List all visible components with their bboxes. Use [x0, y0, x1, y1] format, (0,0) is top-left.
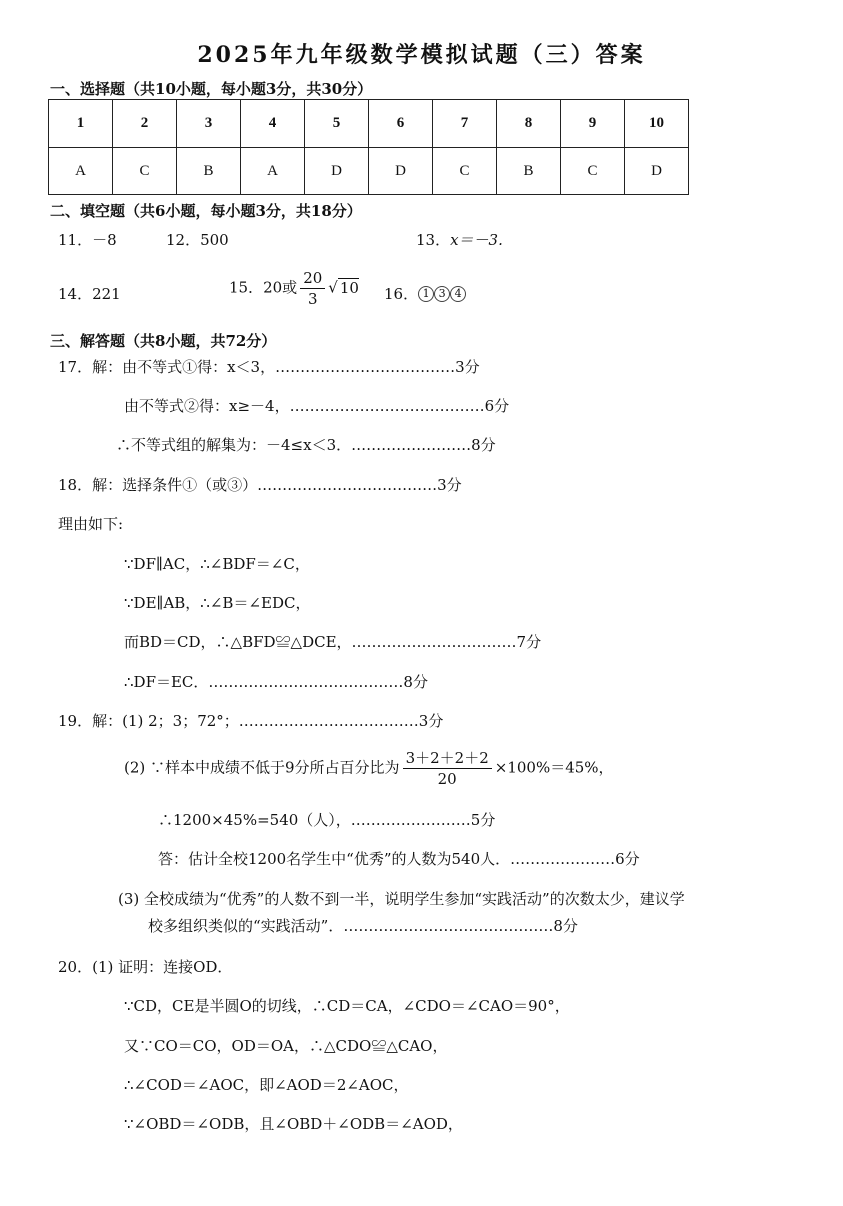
answer-cell: D: [369, 148, 433, 195]
q11-answer: 11．－8: [58, 231, 117, 249]
q12-answer: 12．500: [166, 231, 229, 249]
q20-line-3: 又∵CO＝CO，OD＝OA，∴△CDO≌△CAO，: [124, 1037, 448, 1055]
q16-prefix: 16．: [384, 285, 419, 303]
q19-fraction-denominator: 20: [437, 770, 457, 788]
answer-cell: C: [113, 148, 177, 195]
q19-line-5: (3) 全校成绩为“优秀”的人数不到一半，说明学生参加“实践活动”的次数太少，建议学: [118, 890, 685, 908]
circled-number-icon: 3: [434, 286, 450, 302]
question-number: 2: [113, 100, 177, 148]
q15-radicand: 10: [339, 278, 359, 297]
circled-number-icon: 1: [418, 286, 434, 302]
q14-answer: 14．221: [58, 285, 121, 303]
q18-line-6: ∴DF＝EC．…………………………………8分: [124, 673, 428, 691]
answer-table-answer-row: [49, 148, 689, 195]
q19-part2-prefix: (2) ∵样本中成绩不低于9分所占百分比为: [124, 758, 400, 777]
circled-number-icon: 4: [450, 286, 466, 302]
question-number: 5: [305, 100, 369, 148]
section3-heading: 三、解答题（共8小题，共72分）: [50, 332, 277, 350]
q19-line-6: 校多组织类似的“实践活动”．……………………………………8分: [148, 917, 578, 935]
question-number: 3: [177, 100, 241, 148]
q20-line-5: ∵∠OBD＝∠ODB，且∠OBD＋∠ODB＝∠AOD，: [124, 1115, 463, 1133]
q15-prefix: 15．20或: [229, 278, 298, 297]
question-number: 1: [49, 100, 113, 148]
q19-fraction-numerator: 3＋2＋2＋2: [403, 748, 492, 769]
sqrt-symbol: √: [328, 278, 338, 297]
answer-table-number-row: [49, 100, 689, 148]
answer-cell: B: [497, 148, 561, 195]
question-number: 8: [497, 100, 561, 148]
answer-cell: D: [625, 148, 689, 195]
q18-line-5: 而BD＝CD，∴△BFD≌△DCE，……………………………7分: [124, 633, 542, 651]
question-number: 10: [625, 100, 689, 148]
question-number: 9: [561, 100, 625, 148]
q19-part2: [124, 748, 614, 789]
answer-cell: C: [433, 148, 497, 195]
q13-number: 13．: [416, 231, 451, 249]
answer-cell: B: [177, 148, 241, 195]
q20-line-1: 20．(1) 证明：连接OD．: [58, 958, 233, 976]
q13-expression: x＝－3.: [450, 231, 503, 249]
q18-line-3: ∵DF∥AC，∴∠BDF＝∠C，: [124, 555, 310, 573]
answer-cell: A: [49, 148, 113, 195]
q15-answer: [229, 268, 359, 309]
q17-line-3: ∴不等式组的解集为：－4≤x＜3．……………………8分: [116, 436, 496, 454]
question-number: 6: [369, 100, 433, 148]
q18-line-2: 理由如下:: [58, 515, 124, 533]
q15-fraction: [300, 268, 325, 309]
answer-cell: C: [561, 148, 625, 195]
q17-line-2: 由不等式②得：x≥－4，…………………………………6分: [124, 397, 510, 415]
q15-fraction-denominator: 3: [307, 290, 318, 308]
q19-line-3: ∴1200×45%=540（人），……………………5分: [158, 811, 496, 829]
q15-fraction-numerator: 20: [300, 268, 325, 289]
q19-line-4: 答：估计全校1200名学生中“优秀”的人数为540人．…………………6分: [158, 850, 640, 868]
question-number: 7: [433, 100, 497, 148]
section2-heading: 二、填空题（共6小题，每小题3分，共18分）: [50, 202, 362, 220]
q19-fraction: [403, 748, 492, 789]
q17-line-1: 17．解：由不等式①得：x＜3，………………………………3分: [58, 358, 480, 376]
q20-line-2: ∵CD，CE是半圆O的切线，∴CD＝CA，∠CDO＝∠CAO＝90°，: [124, 997, 570, 1015]
q19-part2-suffix: ×100%＝45%，: [494, 758, 614, 777]
answer-cell: A: [241, 148, 305, 195]
q13-answer: [416, 229, 503, 250]
q18-line-1: 18．解：选择条件①（或③）………………………………3分: [58, 476, 462, 494]
q18-line-4: ∵DE∥AB，∴∠B＝∠EDC，: [124, 594, 311, 612]
question-number: 4: [241, 100, 305, 148]
answer-cell: D: [305, 148, 369, 195]
answer-table: [48, 99, 689, 195]
page-title: 2025年九年级数学模拟试题（三）答案: [197, 42, 646, 68]
q19-line-1: 19．解：(1) 2；3；72°；………………………………3分: [58, 712, 444, 730]
q16-answer: [384, 283, 466, 304]
section1-heading: 一、选择题（共10小题，每小题3分，共30分）: [50, 80, 373, 98]
q20-line-4: ∴∠COD＝∠AOC，即∠AOD＝2∠AOC，: [124, 1076, 409, 1094]
